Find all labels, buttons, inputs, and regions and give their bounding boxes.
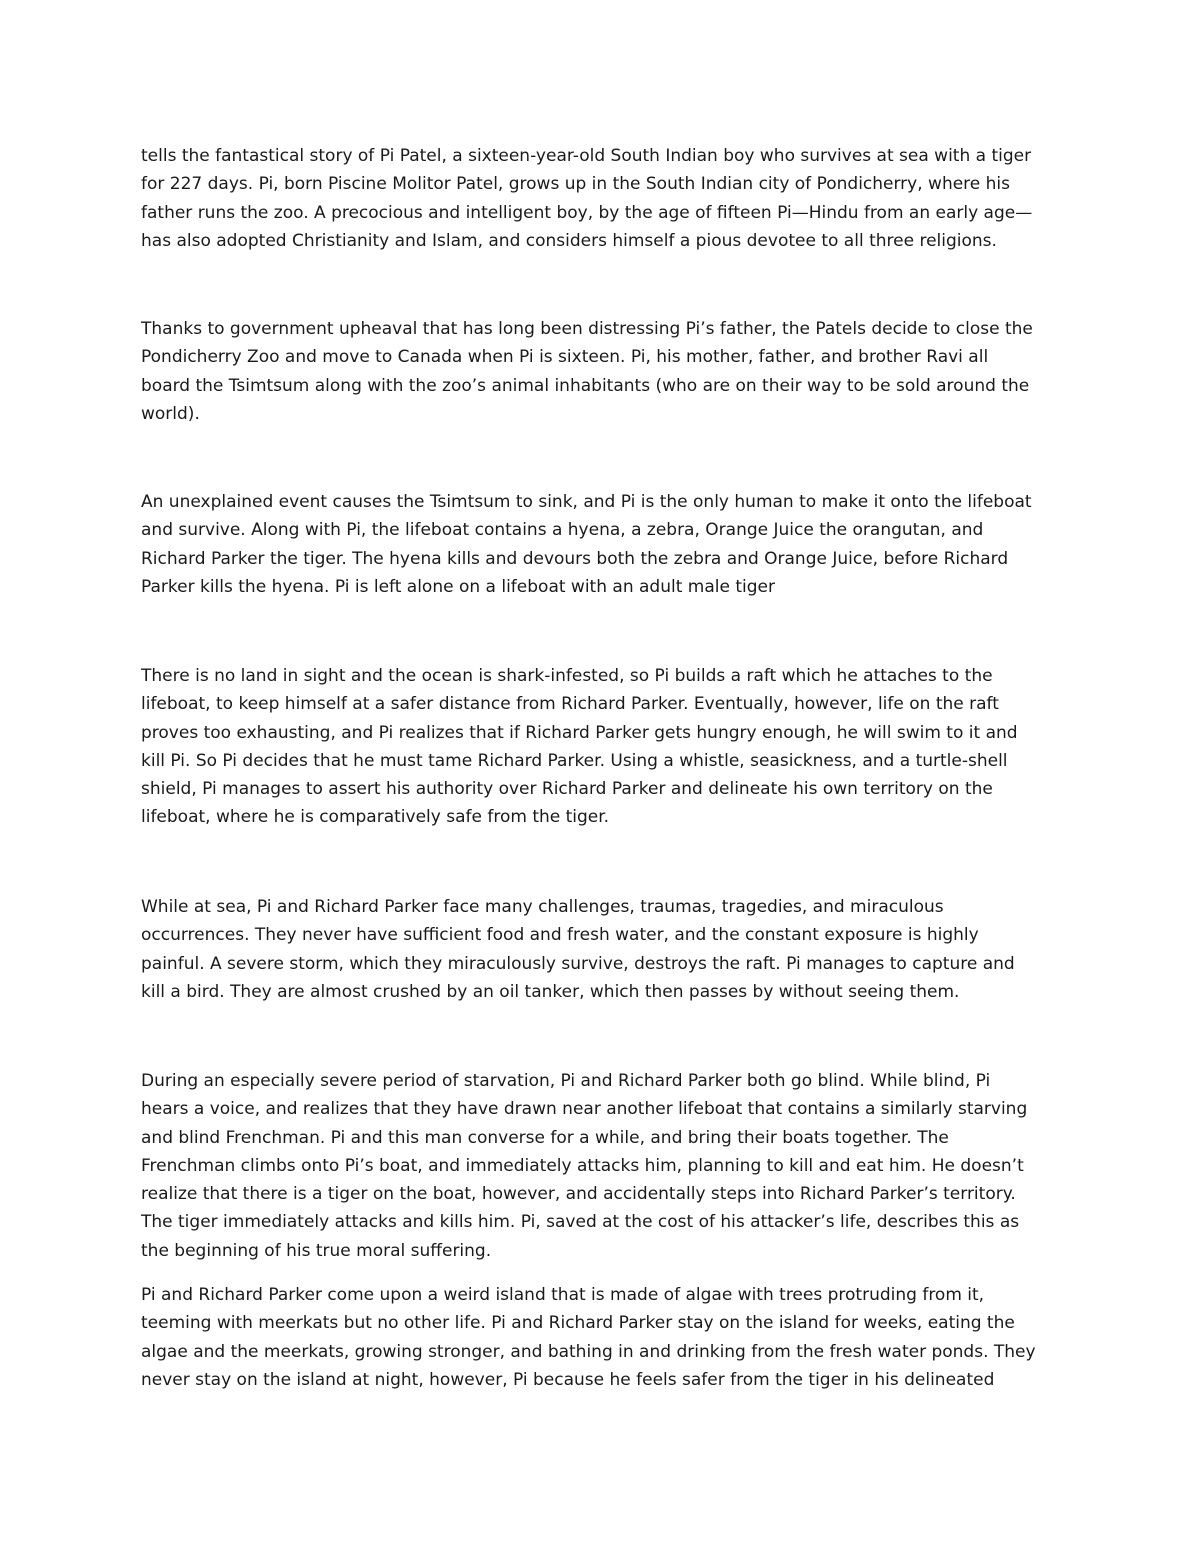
text-line: painful. A severe storm, which they miraculously survive, destroys the raft. Pi manages to capture and bbox=[141, 953, 1015, 974]
text-line: has also adopted Christianity and Islam, and considers himself a pious devotee to all three religions. bbox=[141, 230, 997, 251]
text-line: shield, Pi manages to assert his authority over Richard Parker and delineate his own territory on the bbox=[141, 779, 993, 800]
text-line: father runs the zoo. A precocious and intelligent boy, by the age of fifteen Pi—Hindu from an early age— bbox=[141, 202, 1033, 223]
text-line: lifeboat, where he is comparatively safe from the tiger. bbox=[141, 807, 610, 828]
text-line: realize that there is a tiger on the boat, however, and accidentally steps into Richard Parker’s territory. bbox=[141, 1184, 1016, 1205]
text-line: There is no land in sight and the ocean is shark-infested, so Pi builds a raft which he attaches to the bbox=[141, 666, 993, 686]
text-line: Frenchman climbs onto Pi’s boat, and immediately attacks him, planning to kill and eat him. He doesn’t bbox=[141, 1155, 1024, 1176]
text-line: occurrences. They never have sufficient food and fresh water, and the constant exposure is highly bbox=[141, 925, 979, 946]
paragraph-7 bbox=[141, 1281, 1066, 1394]
text-line: kill a bird. They are almost crushed by an oil tanker, which then passes by without seeing them. bbox=[141, 981, 960, 1002]
text-line: kill Pi. So Pi decides that he must tame Richard Parker. Using a whistle, seasickness, and a turtle-shell bbox=[141, 750, 1008, 771]
text-line: lifeboat, to keep himself at a safer distance from Richard Parker. Eventually, however, life on the raft bbox=[141, 694, 999, 715]
text-line: An unexplained event causes the Tsimtsum to sink, and Pi is the only human to make it onto the lifeboat bbox=[141, 492, 1032, 512]
text-line: hears a voice, and realizes that they have drawn near another lifeboat that contains a similarly starving bbox=[141, 1099, 1028, 1120]
text-line: Thanks to government upheaval that has long been distressing Pi’s father, the Patels decide to close the bbox=[141, 319, 1033, 339]
text-line: never stay on the island at night, however, Pi because he feels safer from the tiger in his delineated bbox=[141, 1369, 995, 1390]
text-line: During an especially severe period of starvation, Pi and Richard Parker both go blind. While blind, Pi bbox=[141, 1071, 991, 1091]
paragraph-3 bbox=[141, 488, 1066, 601]
text-line: While at sea, Pi and Richard Parker face many challenges, traumas, tragedies, and miraculous bbox=[141, 897, 944, 917]
text-line: and blind Frenchman. Pi and this man converse for a while, and bring their boats together. The bbox=[141, 1127, 949, 1148]
text-line: world). bbox=[141, 403, 200, 424]
paragraph-4 bbox=[141, 662, 1066, 832]
text-line: teeming with meerkats but no other life. Pi and Richard Parker stay on the island for weeks, eating the bbox=[141, 1313, 1015, 1334]
text-line: algae and the meerkats, growing stronger, and bathing in and drinking from the fresh water ponds. They bbox=[141, 1341, 1036, 1362]
paragraph-6 bbox=[141, 1067, 1066, 1265]
text-line: tells the fantastical story of Pi Patel, a sixteen-year-old South Indian boy who survives at sea with a tiger bbox=[141, 146, 1032, 166]
text-line: board the Tsimtsum along with the zoo’s animal inhabitants (who are on their way to be sold around the bbox=[141, 375, 1030, 396]
paragraph-1 bbox=[141, 142, 1066, 255]
text-line: The tiger immediately attacks and kills him. Pi, saved at the cost of his attacker’s life, describes this as bbox=[141, 1212, 1020, 1233]
paragraph-5 bbox=[141, 893, 1066, 1006]
text-line: Parker kills the hyena. Pi is left alone on a lifeboat with an adult male tiger bbox=[141, 576, 775, 597]
text-line: the beginning of his true moral suffering. bbox=[141, 1240, 492, 1261]
text-line: Richard Parker the tiger. The hyena kills and devours both the zebra and Orange Juice, before Richard bbox=[141, 548, 1009, 569]
text-line: and survive. Along with Pi, the lifeboat contains a hyena, a zebra, Orange Juice the orangutan, and bbox=[141, 520, 984, 541]
text-line: Pi and Richard Parker come upon a weird island that is made of algae with trees protruding from it, bbox=[141, 1285, 985, 1305]
text-line: Pondicherry Zoo and move to Canada when Pi is sixteen. Pi, his mother, father, and brother Ravi all bbox=[141, 347, 989, 368]
paragraph-2 bbox=[141, 315, 1066, 428]
text-line: proves too exhausting, and Pi realizes that if Richard Parker gets hungry enough, he will swim to it and bbox=[141, 722, 1018, 743]
text-line: for 227 days. Pi, born Piscine Molitor Patel, grows up in the South Indian city of Pondicherry, where his bbox=[141, 174, 1011, 195]
